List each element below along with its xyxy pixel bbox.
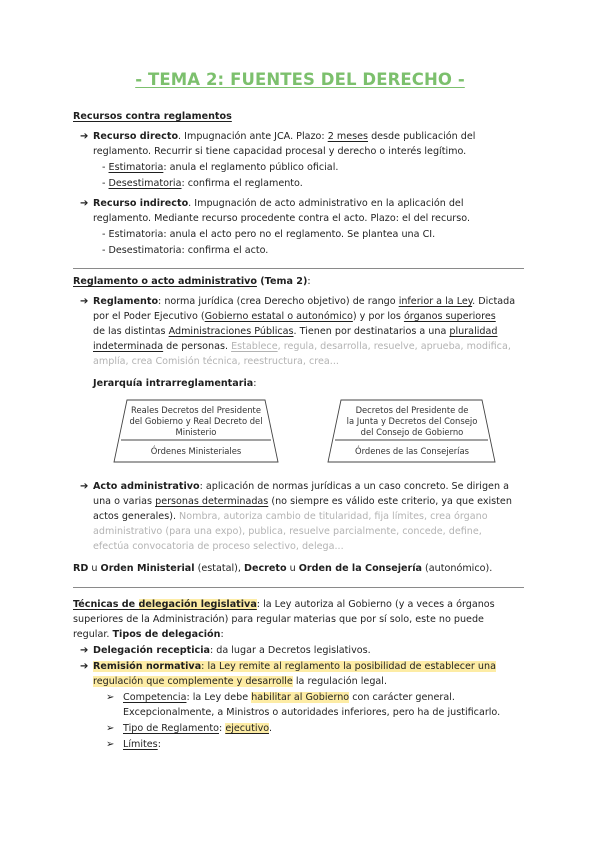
pyramid1-bottom: Órdenes Ministeriales [150, 446, 242, 456]
section-heading-reglamento: Reglamento o acto administrativo (Tema 2): [73, 276, 311, 287]
remision-normativa-line-2: regulación que complemente y desarrolle la regulación legal. [93, 676, 387, 687]
tipo-reglamento-item: Tipo de Reglamento: ejecutivo. [123, 723, 273, 734]
acto-line-1: Acto administrativo: aplicación de normas jurídicas a un caso concreto. Se dirigen a [93, 481, 509, 492]
pyramid1-top-line-1: Reales Decretos del Presidente [131, 405, 261, 415]
delegacion-line-2: superiores de la Administración) para regular materias que por sí solo, este no puede [73, 614, 484, 625]
reglamento-line-4: indeterminada de personas. Establece, regula, desarrolla, resuelve, aprueba, modifica, [93, 341, 511, 352]
triangle-arrow-bullet-icon: ➢ [106, 723, 115, 734]
acto-line-5: efectúa convocatoria de proceso selectivo, delega... [93, 541, 344, 552]
reglamento-line-5: amplía, crea Comisión técnica, reestructura, crea... [93, 356, 339, 367]
arrow-bullet-icon: ➔ [80, 661, 89, 672]
delegacion-line-3: regular. Tipos de delegación: [73, 629, 224, 640]
recurso-indirecto-line-2: reglamento. Mediante recurso procedente contra el acto. Plazo: el del recurso. [93, 213, 470, 224]
rd-summary-line: RD u Orden Ministerial (estatal), Decreto u Orden de la Consejería (autonómico). [73, 563, 493, 574]
pyramid2-top-line-3: del Consejo de Gobierno [360, 427, 464, 437]
competencia-line-2: Excepcionalmente, a Ministros o autoridades inferiores, pero ha de justificarlo. [123, 707, 501, 718]
pyramid1-top-line-3: Ministerio [175, 427, 217, 437]
arrow-bullet-icon: ➔ [80, 296, 89, 307]
triangle-arrow-bullet-icon: ➢ [106, 692, 115, 703]
section-heading-recursos: Recursos contra reglamentos [73, 111, 232, 122]
delegacion-recepticia-item: Delegación recepticia: da lugar a Decretos legislativos. [93, 645, 371, 656]
acto-line-4: administrativo (para una expo), publica, resuelve parcialmente, concede, define, [93, 526, 482, 537]
delegacion-heading-line-1: Técnicas de delegación legislativa: la Ley autoriza al Gobierno (y a veces a órganos [73, 599, 495, 610]
limites-item: Límites: [123, 739, 161, 750]
recurso-directo-line-1: Recurso directo. Impugnación ante JCA. Plazo: 2 meses desde publicación del [93, 131, 476, 142]
indirecto-estimatoria-item: - Estimatoria: anula el acto pero no el reglamento. Se plantea una CI. [102, 229, 436, 240]
acto-line-2: una o varias personas determinadas (no siempre es válido este criterio, ya que existen [93, 496, 512, 507]
pyramid2-top-line-1: Decretos del Presidente de [355, 405, 469, 415]
triangle-arrow-bullet-icon: ➢ [106, 739, 115, 750]
page-title: - TEMA 2: FUENTES DEL DERECHO - [135, 70, 465, 89]
reglamento-line-2: por el Poder Ejecutivo (Gobierno estatal o autonómico) y por los órganos superiores [93, 311, 496, 322]
estimatoria-item: - Estimatoria: anula el reglamento público oficial. [102, 162, 339, 173]
jerarquia-heading: Jerarquía intrarreglamentaria: [93, 378, 257, 389]
reglamento-line-1: Reglamento: norma jurídica (crea Derecho objetivo) de rango inferior a la Ley. Dictada [93, 296, 516, 307]
indirecto-desestimatoria-item: - Desestimatoria: confirma el acto. [102, 245, 269, 256]
section-divider [73, 587, 524, 588]
recurso-directo-line-2: reglamento. Recurrir si tiene capacidad procesal y derecho o interés legítimo. [93, 146, 467, 157]
recurso-indirecto-line-1: Recurso indirecto. Impugnación de acto administrativo en la aplicación del [93, 198, 464, 209]
competencia-line-1: Competencia: la Ley debe habilitar al Gobierno con carácter general. [123, 692, 455, 703]
arrow-bullet-icon: ➔ [80, 131, 89, 142]
pyramid1-top-line-2: del Gobierno y Real Decreto del [129, 416, 263, 426]
acto-line-3: actos generales). Nombra, autoriza cambio de titularidad, fija límites, crea órgano [93, 511, 488, 522]
desestimatoria-item: - Desestimatoria: confirma el reglamento. [102, 178, 303, 189]
pyramid-estatal [114, 400, 278, 462]
remision-normativa-line-1: Remisión normativa: la Ley remite al reglamento la posibilidad de establecer una [93, 661, 496, 672]
arrow-bullet-icon: ➔ [80, 645, 89, 656]
pyramid2-top-line-2: la Junta y Decretos del Consejo [346, 416, 478, 426]
arrow-bullet-icon: ➔ [80, 198, 89, 209]
pyramid2-bottom: Órdenes de las Consejerías [355, 446, 469, 456]
pyramid-autonomico [328, 400, 495, 462]
arrow-bullet-icon: ➔ [80, 481, 89, 492]
reglamento-line-3: de las distintas Administraciones Públicas. Tienen por destinatarios a una pluralidad [93, 326, 498, 337]
